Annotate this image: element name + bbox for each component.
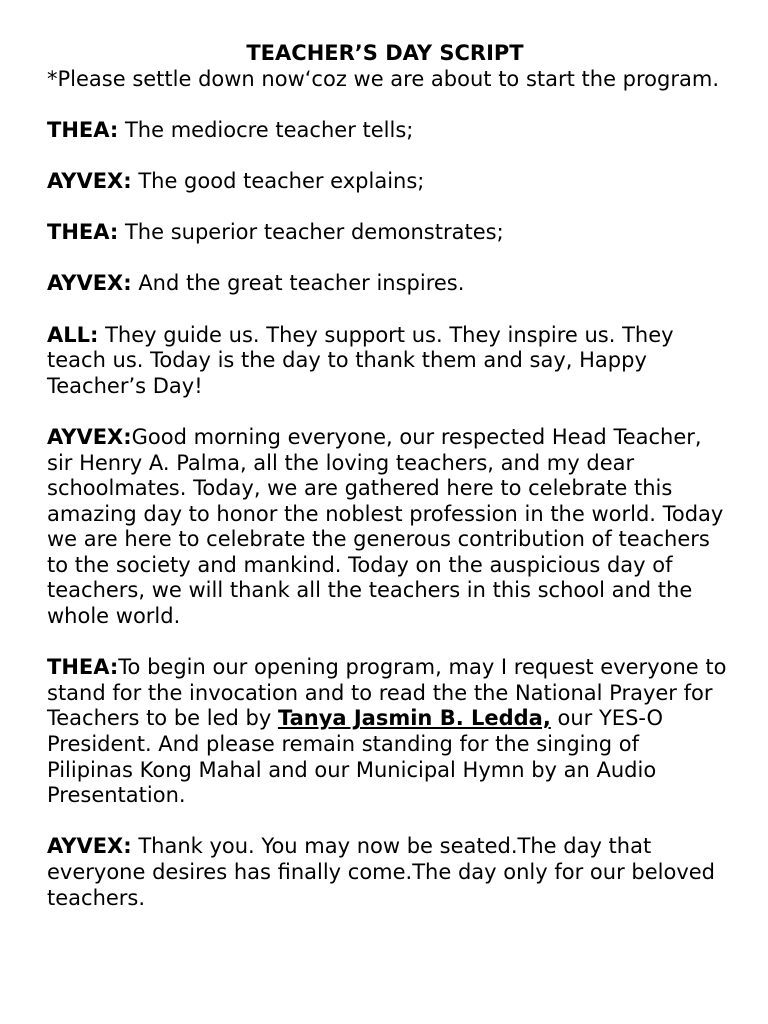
script-line	[47, 425, 731, 630]
speaker-label: THEA:	[47, 220, 119, 245]
document-title: TEACHER’S DAY SCRIPT	[246, 41, 524, 65]
speaker-label: ALL:	[47, 322, 99, 347]
speaker-label: AYVEX:	[47, 168, 132, 193]
script-line	[47, 271, 731, 297]
speaker-label: AYVEX:	[47, 424, 132, 449]
line-text: Good morning everyone, our respected Head Teacher, sir Henry A. Palma, all the loving teachers, and my dear schoolmates. Today, we are gathered here to celebrate this amazing day to honor the noblest profession in the world. Today we are here to celebrate the generous contribution of teachers to the society and mankind. Today on the auspicious day of teachers, we will thank all the teachers in this school and the whole world.	[47, 424, 724, 629]
line-text: Thank you. You may now be seated.The day that everyone desires has finally come.The day only for our beloved teachers.	[47, 834, 715, 910]
script-page	[47, 41, 731, 937]
script-line	[47, 169, 731, 195]
line-text: The superior teacher demonstrates;	[118, 220, 504, 245]
line-text: The mediocre teacher tells;	[118, 117, 414, 142]
speaker-label: THEA:	[47, 655, 119, 680]
closing-paragraph	[47, 834, 731, 911]
script-line	[47, 118, 731, 144]
line-text: And the great teacher inspires.	[131, 271, 465, 296]
invocation-paragraph	[47, 655, 731, 809]
line-text: They guide us. They support us. They inspire us. They teach us. Today is the day to thank them and say, Happy Teacher’s Day!	[47, 322, 674, 398]
speaker-label: THEA:	[47, 117, 119, 142]
line-text: To begin our opening program, may I request everyone to stand for the invocation and to read the the National Prayer for Teachers to be led by	[47, 655, 727, 731]
line-text: The good teacher explains;	[131, 168, 425, 193]
speaker-label: AYVEX:	[47, 834, 132, 859]
line-text: our YES-O President. And please remain standing for the singing of Pilipinas Kong Mahal and our Municipal Hymn by an Audio Presentation.	[47, 706, 664, 808]
speaker-label: AYVEX:	[47, 271, 132, 296]
script-line	[47, 220, 731, 246]
intro-paragraph: *Please settle down now‘coz we are about to start the program.	[47, 66, 719, 91]
invocation-leader-name: Tanya Jasmin B. Ledda,	[277, 706, 551, 731]
script-line	[47, 323, 731, 400]
